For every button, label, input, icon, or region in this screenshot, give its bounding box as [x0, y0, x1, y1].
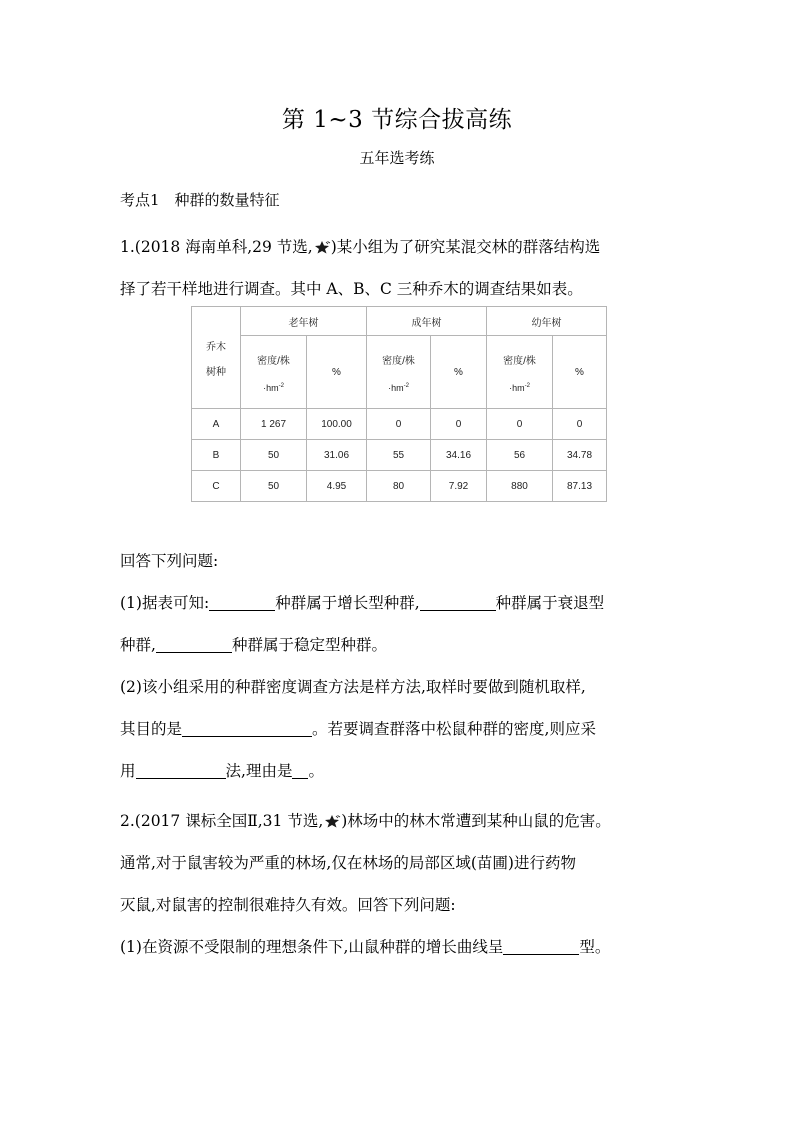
answer-line-2 [120, 624, 700, 666]
table-cell: 55 [367, 440, 431, 471]
species-header-cell [192, 307, 241, 409]
difficulty-star-icon [323, 814, 341, 828]
answer-blank [420, 594, 496, 611]
density-label: 密度/株 [382, 355, 415, 367]
answer-blank [209, 594, 275, 611]
answer-intro: 回答下列问题: [120, 552, 219, 570]
question-1 [120, 226, 700, 310]
question-2-line-3: 灭鼠,对鼠害的控制很难持久有效。回答下列问题: [120, 896, 456, 914]
table-cell: 0 [367, 409, 431, 440]
density-unit-base: ·hm [509, 382, 525, 393]
species-header-line-1: 乔木 [206, 341, 226, 353]
answer-section [120, 540, 700, 792]
table-cell: 50 [241, 471, 307, 502]
table-cell: 100.00 [307, 409, 367, 440]
table-cell: 34.78 [553, 440, 607, 471]
answer-text: (1)在资源不受限制的理想条件下,山鼠种群的增长曲线呈 [120, 938, 504, 956]
table-cell: 50 [241, 440, 307, 471]
answer-blank [292, 762, 308, 779]
density-header [487, 336, 553, 409]
species-cell: B [192, 440, 241, 471]
answer-line-3: (2)该小组采用的种群密度调查方法是样方法,取样时要做到随机取样, [120, 678, 586, 696]
answer-text: 种群属于增长型种群, [275, 594, 420, 612]
density-label: 密度/株 [257, 355, 290, 367]
table-cell: 0 [553, 409, 607, 440]
answer-line-5 [120, 750, 700, 792]
table-cell: 87.13 [553, 471, 607, 502]
table-cell: 880 [487, 471, 553, 502]
percent-header: % [553, 336, 607, 409]
question-1-line-1 [120, 226, 700, 268]
table-cell: 7.92 [431, 471, 487, 502]
answer-blank [503, 938, 579, 955]
group-header-young: 幼年树 [487, 307, 607, 336]
answer-text: 其目的是 [120, 720, 183, 738]
density-unit-base: ·hm [263, 382, 279, 393]
answer-text: 种群属于稳定型种群。 [231, 636, 387, 654]
difficulty-star-icon [313, 240, 331, 254]
table-cell: 0 [431, 409, 487, 440]
question-2-line-4 [120, 926, 700, 968]
page-title: 第 1~3 节综合拔高练 [281, 107, 513, 133]
question-1-line-2: 择了若干样地进行调查。其中 A、B、C 三种乔木的调查结果如表。 [120, 280, 583, 298]
group-header-adult: 成年树 [367, 307, 487, 336]
density-unit-base: ·hm [388, 382, 404, 393]
answer-blank [156, 636, 232, 653]
table-cell: 34.16 [431, 440, 487, 471]
question-1-stem: )某小组为了研究某混交林的群落结构选 [330, 238, 601, 256]
percent-header: % [431, 336, 487, 409]
question-2-stem: )林场中的林木常遭到某种山鼠的危害。 [341, 812, 611, 830]
table-row [192, 440, 607, 471]
table-cell: 0 [487, 409, 553, 440]
page-subtitle: 五年选考练 [359, 149, 435, 167]
answer-blank [136, 762, 226, 779]
answer-text: 用 [120, 762, 136, 780]
table-row [192, 409, 607, 440]
density-header [241, 336, 307, 409]
percent-header: % [307, 336, 367, 409]
answer-text: (1)据表可知: [120, 594, 210, 612]
table-cell: 1 267 [241, 409, 307, 440]
question-2-line-1 [120, 800, 700, 842]
density-label: 密度/株 [503, 355, 536, 367]
density-unit-exp: -2 [524, 382, 530, 389]
answer-text: 型。 [579, 938, 611, 956]
answer-text: 法,理由是 [225, 762, 293, 780]
survey-table [191, 306, 607, 502]
answer-line-4 [120, 708, 700, 750]
answer-text: 。 [308, 762, 324, 780]
answer-text: 种群属于衰退型 [495, 594, 605, 612]
density-header [367, 336, 431, 409]
species-header-line-2: 树种 [206, 366, 226, 378]
answer-blank [182, 720, 312, 737]
table-cell: 31.06 [307, 440, 367, 471]
density-unit [367, 383, 430, 393]
answer-text: 。若要调查群落中松鼠种群的密度,则应采 [312, 720, 596, 738]
question-2 [120, 800, 700, 968]
question-2-source: 2.(2017 课标全国Ⅱ,31 节选, [120, 812, 324, 830]
table-cell: 4.95 [307, 471, 367, 502]
density-unit [487, 383, 552, 393]
question-1-source: 1.(2018 海南单科,29 节选, [120, 238, 313, 256]
density-unit-exp: -2 [278, 382, 284, 389]
density-unit-exp: -2 [403, 382, 409, 389]
group-header-old: 老年树 [241, 307, 367, 336]
question-2-line-2: 通常,对于鼠害较为严重的林场,仅在林场的局部区域(苗圃)进行药物 [120, 854, 576, 872]
table-cell: 56 [487, 440, 553, 471]
species-cell: A [192, 409, 241, 440]
table-row [192, 471, 607, 502]
species-cell: C [192, 471, 241, 502]
answer-line-1 [120, 582, 700, 624]
section-heading: 考点1 种群的数量特征 [120, 191, 280, 209]
density-unit [241, 383, 306, 393]
answer-text: 种群, [120, 636, 156, 654]
table-cell: 80 [367, 471, 431, 502]
